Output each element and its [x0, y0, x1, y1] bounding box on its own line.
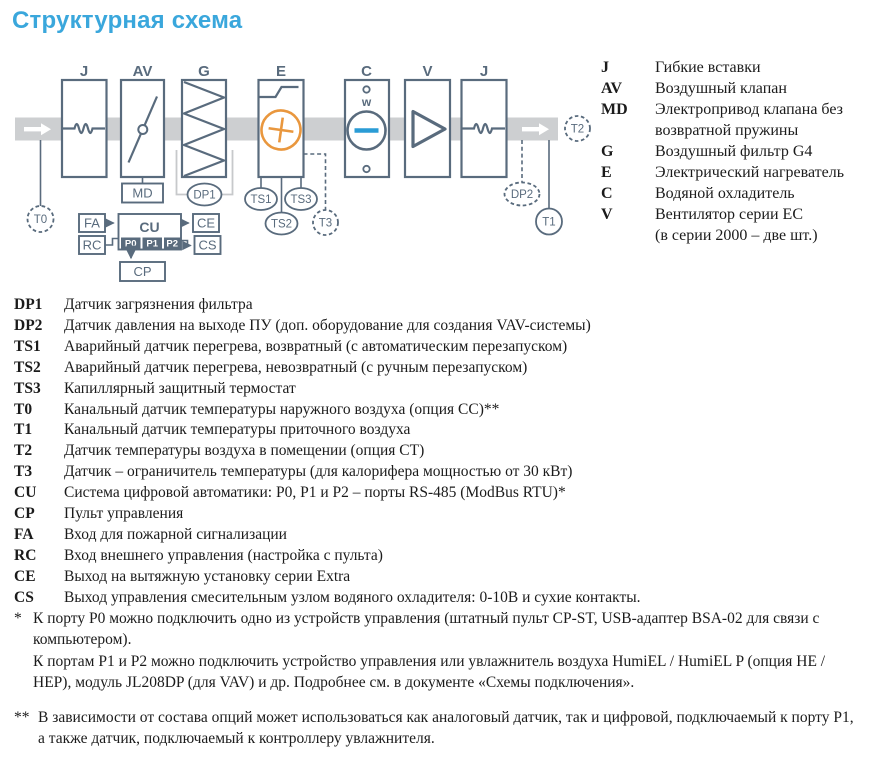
- footnote-paragraph: К порту P0 можно подключить одно из устройств управления (штатный пульт CP-ST, USB-адаптер BSA-02 для связи с компьютером).: [33, 610, 820, 649]
- list-row: [14, 462, 872, 483]
- list-row: [14, 337, 872, 358]
- list-row: [14, 420, 872, 441]
- legend-key: V: [601, 206, 613, 223]
- list-key: T0: [14, 400, 33, 418]
- svg-text:TS2: TS2: [270, 218, 293, 231]
- list-text: Аварийный датчик перегрева, возвратный (с автоматическим перезапуском): [64, 337, 568, 355]
- component-legend: [601, 57, 879, 246]
- svg-text:P1: P1: [146, 238, 159, 250]
- list-row: [14, 441, 872, 462]
- list-key: T3: [14, 463, 33, 481]
- footnote-paragraph: К портам P1 и P2 можно подключить устройство управления или увлажнитель воздуха HumiEL / HumiEL P (опция HE / HEP), модуль JL208DP (для VAV) и др. Подробнее см. в документе «Схемы подключения».: [33, 652, 826, 692]
- cooler-port-top-icon: [363, 86, 369, 92]
- list-key: T2: [14, 442, 33, 460]
- svg-text:CU: CU: [139, 219, 160, 235]
- label-j1: J: [79, 63, 89, 80]
- list-row: [14, 567, 872, 588]
- list-text: Вход для пожарной сигнализации: [64, 525, 287, 543]
- cu-controller: [119, 214, 182, 250]
- footnote-marker: *: [14, 610, 22, 627]
- fa-input: [79, 214, 105, 232]
- footnotes: [14, 608, 862, 749]
- legend-row: [601, 162, 879, 183]
- legend-text-line1: Гибкие вставки: [655, 59, 761, 76]
- list-row: [14, 358, 872, 379]
- component-flexible-insert-1: [62, 80, 107, 177]
- list-text: Датчик давления на выходе ПУ (доп. оборудование для создания VAV-системы): [64, 316, 591, 334]
- list-text: Канальный датчик температуры наружного воздуха (опция СС)**: [64, 400, 500, 418]
- list-text: Аварийный датчик перегрева, невозвратный (с ручным перезапуском): [64, 358, 528, 376]
- svg-text:T2: T2: [570, 123, 585, 136]
- svg-text:FA: FA: [84, 215, 100, 231]
- md-actuator: [122, 184, 163, 203]
- svg-text:DP2: DP2: [510, 189, 534, 201]
- page-title: Структурная схема: [12, 7, 243, 34]
- control-unit-block: [79, 214, 221, 281]
- list-row: [14, 483, 872, 504]
- cooling-minus-icon: [348, 112, 386, 150]
- list-text: Система цифровой автоматики: P0, P1 и P2 – порты RS-485 (ModBus RTU)*: [64, 484, 566, 502]
- component-water-cooler: [345, 80, 389, 177]
- svg-text:TS3: TS3: [290, 194, 312, 206]
- list-text: Датчик загрязнения фильтра: [64, 296, 253, 313]
- svg-text:T1: T1: [542, 216, 556, 229]
- list-row: [14, 546, 872, 567]
- label-c: C: [361, 63, 372, 80]
- sensor-t1: [536, 209, 562, 235]
- legend-row: [601, 204, 879, 246]
- list-key: RC: [14, 546, 37, 564]
- legend-row: [601, 78, 879, 99]
- legend-key: E: [601, 164, 612, 181]
- legend-text-line1: Вентилятор серии EC: [655, 206, 803, 223]
- label-j2: J: [479, 63, 489, 80]
- list-key: DP2: [14, 316, 43, 334]
- label-e: E: [275, 63, 287, 80]
- list-row: [14, 316, 872, 337]
- legend-text-line2: (в серии 2000 – две шт.): [655, 227, 818, 244]
- label-av: AV: [132, 63, 153, 80]
- sensor-ts2: [266, 213, 298, 235]
- legend-key: J: [601, 59, 609, 76]
- list-row: [14, 379, 872, 400]
- footnote-paragraph: В зависимости от состава опций может использоваться как аналоговый датчик, так и цифровой, подключаемый к порту P1, а также датчик, подключаемый к контроллеру увлажнителя.: [38, 708, 854, 748]
- svg-text:P2: P2: [166, 238, 179, 250]
- port-p0: [121, 238, 141, 250]
- sensor-abbreviation-list: [14, 295, 872, 609]
- cs-output: [195, 236, 221, 254]
- component-fan: [405, 80, 450, 177]
- component-labels: [80, 63, 488, 80]
- legend-row: [601, 57, 879, 78]
- cp-panel: [120, 262, 165, 281]
- cooler-port-bottom-icon: [363, 166, 369, 172]
- svg-text:CE: CE: [196, 215, 216, 231]
- list-text: Капиллярный защитный термостат: [64, 379, 296, 397]
- component-filter: [182, 80, 226, 177]
- component-flexible-insert-2: [462, 80, 507, 177]
- legend-text-line1: Электрический нагреватель: [655, 164, 845, 181]
- list-row: [14, 504, 872, 525]
- list-key: TS1: [14, 337, 41, 355]
- list-key: DP1: [14, 296, 43, 313]
- list-key: TS3: [14, 379, 41, 397]
- structural-diagram: [0, 55, 610, 295]
- list-row: [14, 525, 872, 546]
- sensor-t2: [565, 116, 590, 141]
- svg-text:CS: CS: [198, 237, 217, 253]
- legend-text: [655, 162, 879, 183]
- list-text: Пульт управления: [64, 505, 184, 523]
- legend-text-line1: Воздушный фильтр G4: [655, 143, 813, 160]
- legend-key: G: [601, 143, 614, 160]
- list-key: CE: [14, 567, 36, 585]
- legend-key: AV: [601, 80, 623, 97]
- legend-key: MD: [601, 101, 628, 118]
- list-row: [14, 400, 872, 421]
- legend-text-line1: Воздушный клапан: [655, 80, 787, 97]
- port-p1: [143, 238, 163, 250]
- svg-text:CP: CP: [133, 264, 152, 279]
- legend-text: [655, 57, 879, 78]
- sensor-ts3: [285, 188, 317, 210]
- port-p2: [164, 238, 181, 250]
- legend-row: [601, 141, 879, 162]
- legend-text: [655, 204, 879, 246]
- component-electric-heater: [259, 80, 304, 177]
- legend-text-line1: Водяной охладитель: [655, 185, 795, 202]
- list-key: TS2: [14, 358, 41, 376]
- component-air-valve: [121, 80, 164, 177]
- legend-row: [601, 183, 879, 204]
- footnote-double-asterisk: [14, 707, 862, 750]
- list-text: Канальный датчик температуры приточного воздуха: [64, 421, 411, 439]
- list-key: CU: [14, 484, 37, 502]
- list-row: [14, 295, 872, 316]
- cooler-w-label: w: [361, 95, 372, 109]
- legend-text-line1: Электропривод клапана без: [655, 101, 843, 118]
- footnote-single-asterisk: [14, 608, 862, 694]
- list-text: Датчик – ограничитель температуры (для калорифера мощностью от 30 кВт): [64, 463, 573, 481]
- sensor-dp1: [188, 184, 222, 206]
- list-text: Датчик температуры воздуха в помещении (опция СТ): [64, 442, 425, 460]
- legend-text: [655, 78, 879, 99]
- list-text: Выход управления смесительным узлом водяного охладителя: 0-10В и сухие контакты.: [64, 588, 641, 606]
- svg-text:T0: T0: [33, 214, 48, 226]
- rc-to-cu-line: [105, 239, 119, 246]
- label-g: G: [198, 63, 210, 80]
- svg-text:P0: P0: [124, 238, 137, 250]
- rc-input: [79, 236, 105, 254]
- sensor-t3: [313, 210, 338, 235]
- list-key: CP: [14, 505, 35, 523]
- list-text: Вход внешнего управления (настройка с пульта): [64, 546, 383, 564]
- svg-text:TS1: TS1: [250, 194, 272, 206]
- footnote-marker: **: [14, 708, 30, 726]
- list-text: Выход на вытяжную установку серии Extra: [64, 567, 351, 585]
- label-v: V: [422, 63, 433, 80]
- list-key: CS: [14, 588, 34, 606]
- legend-text: [655, 183, 879, 204]
- legend-text: [655, 141, 879, 162]
- sensor-dp2: [505, 183, 540, 206]
- sensor-t0: [28, 206, 54, 232]
- legend-text: [655, 99, 879, 141]
- ce-output: [193, 214, 219, 232]
- cu-to-cs-arrow: [181, 241, 191, 246]
- list-key: T1: [14, 421, 33, 439]
- md-label: MD: [132, 185, 153, 201]
- svg-text:RC: RC: [82, 237, 102, 253]
- legend-key: C: [601, 185, 613, 202]
- list-row: [14, 588, 872, 609]
- list-key: FA: [14, 525, 34, 543]
- legend-text-line2: возвратной пружины: [655, 122, 799, 139]
- svg-text:DP1: DP1: [193, 189, 216, 202]
- sensor-ts1: [245, 188, 277, 210]
- svg-text:T3: T3: [318, 217, 333, 230]
- legend-row: [601, 99, 879, 141]
